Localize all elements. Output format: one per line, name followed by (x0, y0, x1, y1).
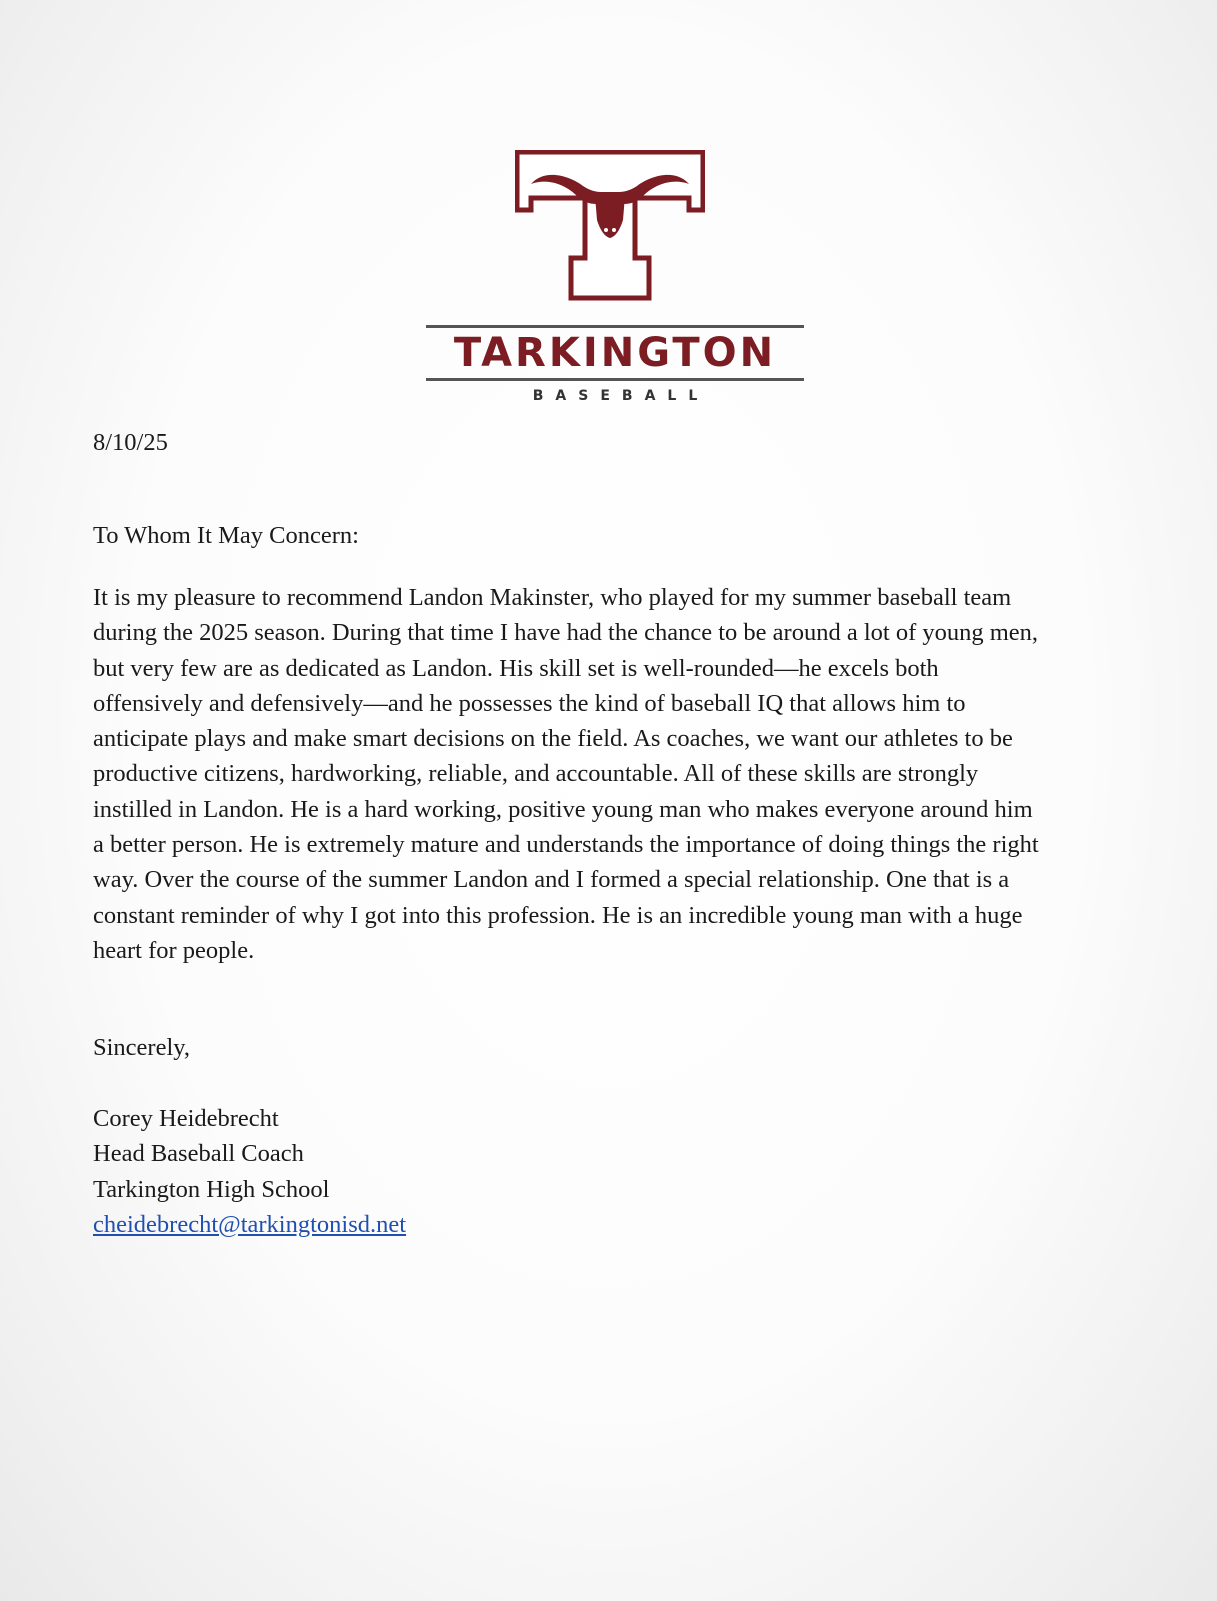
letter-closing: Sincerely, (93, 1034, 191, 1061)
longhorn-t-logo-icon (515, 150, 705, 310)
logo-top-rule (426, 325, 804, 328)
logo-bottom-rule (426, 378, 804, 381)
body-line: offensively and defensively—and he possesses the kind of baseball IQ that allows him to (93, 689, 966, 717)
body-line: heart for people. (93, 936, 255, 964)
body-line: instilled in Landon. He is a hard working, positive young man who makes everyone around him (93, 795, 1033, 823)
body-line: anticipate plays and make smart decisions on the field. As coaches, we want our athletes to be (93, 725, 1013, 753)
letter-date: 8/10/25 (93, 429, 168, 456)
body-line: during the 2025 season. During that time I have had the chance to be around a lot of young men, (93, 619, 1039, 647)
signature-email-link[interactable]: cheidebrecht@tarkingtonisd.net (93, 1210, 407, 1238)
letter-salutation: To Whom It May Concern: (93, 522, 359, 549)
logo-subtitle-text: BASEBALL (532, 388, 710, 404)
letter-body (93, 580, 1133, 968)
body-line: a better person. He is extremely mature and understands the importance of doing things the right (93, 831, 1039, 859)
body-line: constant reminder of why I got into this profession. He is an incredible young man with a huge (93, 901, 1023, 929)
body-line: productive citizens, hardworking, reliable, and accountable. All of these skills are strongly (93, 760, 979, 788)
signature-school: Tarkington High School (93, 1175, 330, 1203)
letterhead-logo (0, 0, 1217, 420)
signature-block (93, 1101, 406, 1242)
body-line: way. Over the course of the summer Landon and I formed a special relationship. One that is a (93, 866, 1010, 894)
signature-title: Head Baseball Coach (93, 1140, 304, 1168)
body-line: but very few are as dedicated as Landon. His skill set is well-rounded—he excels both (93, 654, 939, 682)
body-line: It is my pleasure to recommend Landon Makinster, who played for my summer baseball team (93, 584, 1012, 611)
logo-brand-text: TARKINGTON (453, 330, 777, 376)
signature-name: Corey Heidebrecht (93, 1105, 279, 1132)
